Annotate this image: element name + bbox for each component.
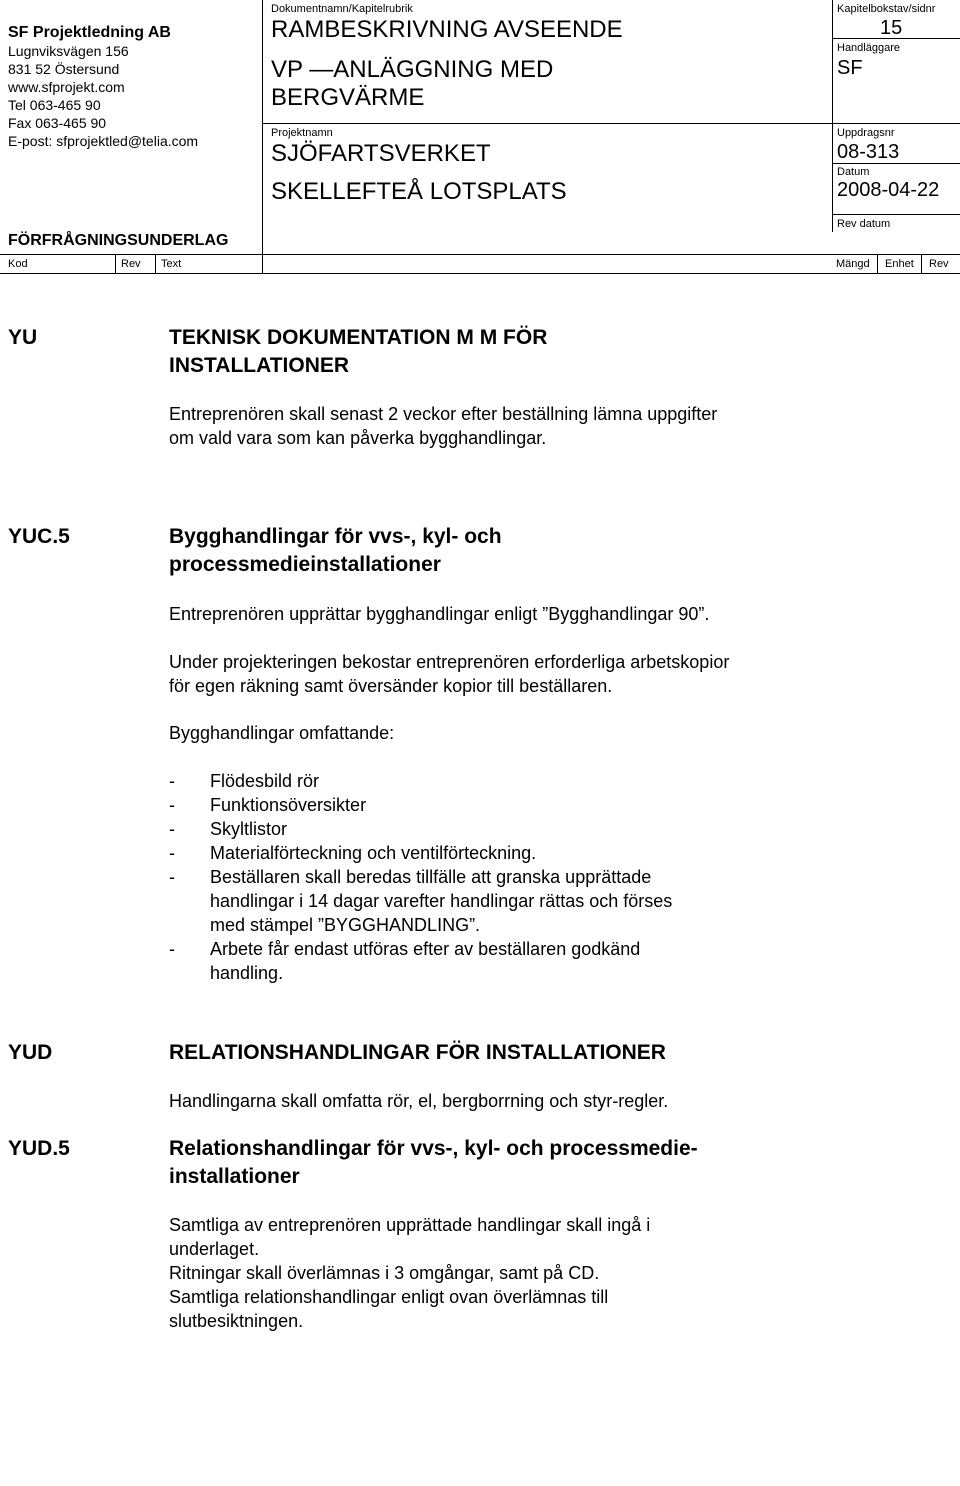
handler-label: Handläggare (837, 42, 900, 54)
assignment-label: Uppdragsnr (837, 127, 895, 139)
list-item-line: Arbete får endast utföras efter av beställaren godkänd (210, 939, 641, 959)
column-header-rule (0, 254, 960, 255)
rev-date-label: Rev datum (837, 218, 891, 230)
column-header-rev: Rev (929, 258, 949, 270)
section-code: YU (8, 326, 38, 349)
doc-title-line: VP —ANLÄGGNING MED (271, 56, 554, 83)
paragraph-line: Ritningar skall överlämnas i 3 omgångar, samt på CD. (169, 1263, 600, 1283)
address-line: Fax 063-465 90 (8, 115, 107, 131)
header-rule (832, 163, 960, 164)
column-header-rev: Rev (121, 258, 141, 270)
section-paragraph: Handlingarna skall omfatta rör, el, bergborrning och styr-regler. (169, 1091, 669, 1111)
assignment-value: 08-313 (837, 141, 900, 163)
header-rule (262, 123, 832, 124)
list-item (169, 769, 830, 793)
column-header-text: Text (161, 258, 182, 270)
paragraph-line: underlaget. (169, 1239, 260, 1259)
project-name-line: SJÖFARTSVERKET (271, 140, 491, 167)
column-header-enhet: Enhet (885, 258, 914, 270)
list-item-line: med stämpel ”BYGGHANDLING”. (210, 915, 481, 935)
section-paragraph (169, 1213, 929, 1333)
section-paragraph (169, 402, 929, 450)
date-label: Datum (837, 166, 870, 178)
project-name-line: SKELLEFTEÅ LOTSPLATS (271, 178, 567, 205)
heading-line: TEKNISK DOKUMENTATION M M FÖR (169, 326, 548, 349)
chapter-page-value: 15 (880, 17, 903, 39)
project-name-label: Projektnamn (271, 127, 333, 139)
section-heading: RELATIONSHANDLINGAR FÖR INSTALLATIONER (169, 1041, 666, 1064)
doc-type-label: FÖRFRÅGNINGSUNDERLAG (8, 232, 229, 249)
list-item (169, 937, 830, 985)
list-item-line: Skyltlistor (210, 819, 288, 839)
section-code: YUD.5 (8, 1137, 70, 1160)
list-dash: - (169, 771, 175, 791)
header-divider (832, 0, 833, 232)
paragraph-line: Samtliga av entreprenören upprättade handlingar skall ingå i (169, 1215, 651, 1235)
address-line: Lugnviksvägen 156 (8, 43, 129, 59)
doc-title-line: BERGVÄRME (271, 84, 425, 111)
list-item (169, 817, 830, 841)
list-item-line: Flödesbild rör (210, 771, 320, 791)
address-line: www.sfprojekt.com (8, 79, 125, 95)
list-item-line: handlingar i 14 dagar varefter handlingar rättas och förses (210, 891, 673, 911)
address-line: Tel 063-465 90 (8, 97, 101, 113)
section-paragraph (169, 650, 929, 698)
section-code: YUC.5 (8, 525, 70, 548)
paragraph-line: slutbesiktningen. (169, 1311, 304, 1331)
list-item-line: Materialförteckning och ventilförteckning. (210, 843, 537, 863)
section-code: YUD (8, 1041, 53, 1064)
column-divider (921, 254, 922, 274)
list-dash: - (169, 819, 175, 839)
heading-line: Relationshandlingar för vvs-, kyl- och processmedie- (169, 1137, 698, 1160)
date-value: 2008-04-22 (837, 179, 940, 201)
paragraph-line: Under projekteringen bekostar entreprenören erforderliga arbetskopior (169, 652, 730, 672)
header-divider (262, 0, 263, 274)
header-rule (832, 214, 960, 215)
column-divider (115, 254, 116, 274)
bullet-list (169, 769, 830, 985)
address-line: E-post: sfprojektled@telia.com (8, 133, 199, 149)
section-heading (169, 1135, 869, 1191)
list-item (169, 793, 830, 817)
chapter-page-label: Kapitelbokstav/sidnr (837, 3, 936, 15)
column-divider (877, 254, 878, 274)
list-dash: - (169, 795, 175, 815)
doc-name-label: Dokumentnamn/Kapitelrubrik (271, 3, 413, 15)
list-item-line: Beställaren skall beredas tillfälle att granska upprättade (210, 867, 652, 887)
column-divider (155, 254, 156, 274)
list-item (169, 841, 830, 865)
address-line: 831 52 Östersund (8, 61, 120, 77)
list-item-line: handling. (210, 963, 284, 983)
paragraph-line: Entreprenören skall senast 2 veckor efter beställning lämna uppgifter (169, 404, 718, 424)
list-dash: - (169, 867, 175, 887)
column-header-rule (0, 273, 960, 274)
list-dash: - (169, 843, 175, 863)
header-rule (832, 123, 960, 124)
paragraph-line: Samtliga relationshandlingar enligt ovan överlämnas till (169, 1287, 609, 1307)
heading-line: Bygghandlingar för vvs-, kyl- och (169, 525, 502, 548)
header-rule (832, 38, 960, 39)
company-name: SF Projektledning AB (8, 24, 171, 41)
paragraph-line: för egen räkning samt översänder kopior till beställaren. (169, 676, 613, 696)
section-paragraph: Bygghandlingar omfattande: (169, 723, 395, 743)
handler-value: SF (837, 57, 863, 79)
paragraph-line: om vald vara som kan påverka bygghandlingar. (169, 428, 547, 448)
column-header-mangd: Mängd (836, 258, 870, 270)
section-paragraph: Entreprenören upprättar bygghandlingar enligt ”Bygghandlingar 90”. (169, 604, 710, 624)
list-dash: - (169, 939, 175, 959)
column-header-kod: Kod (8, 258, 28, 270)
list-item-line: Funktionsöversikter (210, 795, 367, 815)
heading-line: INSTALLATIONER (169, 354, 350, 377)
list-item (169, 865, 830, 937)
doc-title-line: RAMBESKRIVNING AVSEENDE (271, 16, 623, 43)
heading-line: installationer (169, 1165, 300, 1188)
company-address (8, 42, 198, 150)
section-heading (169, 324, 869, 380)
heading-line: processmedieinstallationer (169, 553, 441, 576)
section-heading (169, 523, 869, 579)
